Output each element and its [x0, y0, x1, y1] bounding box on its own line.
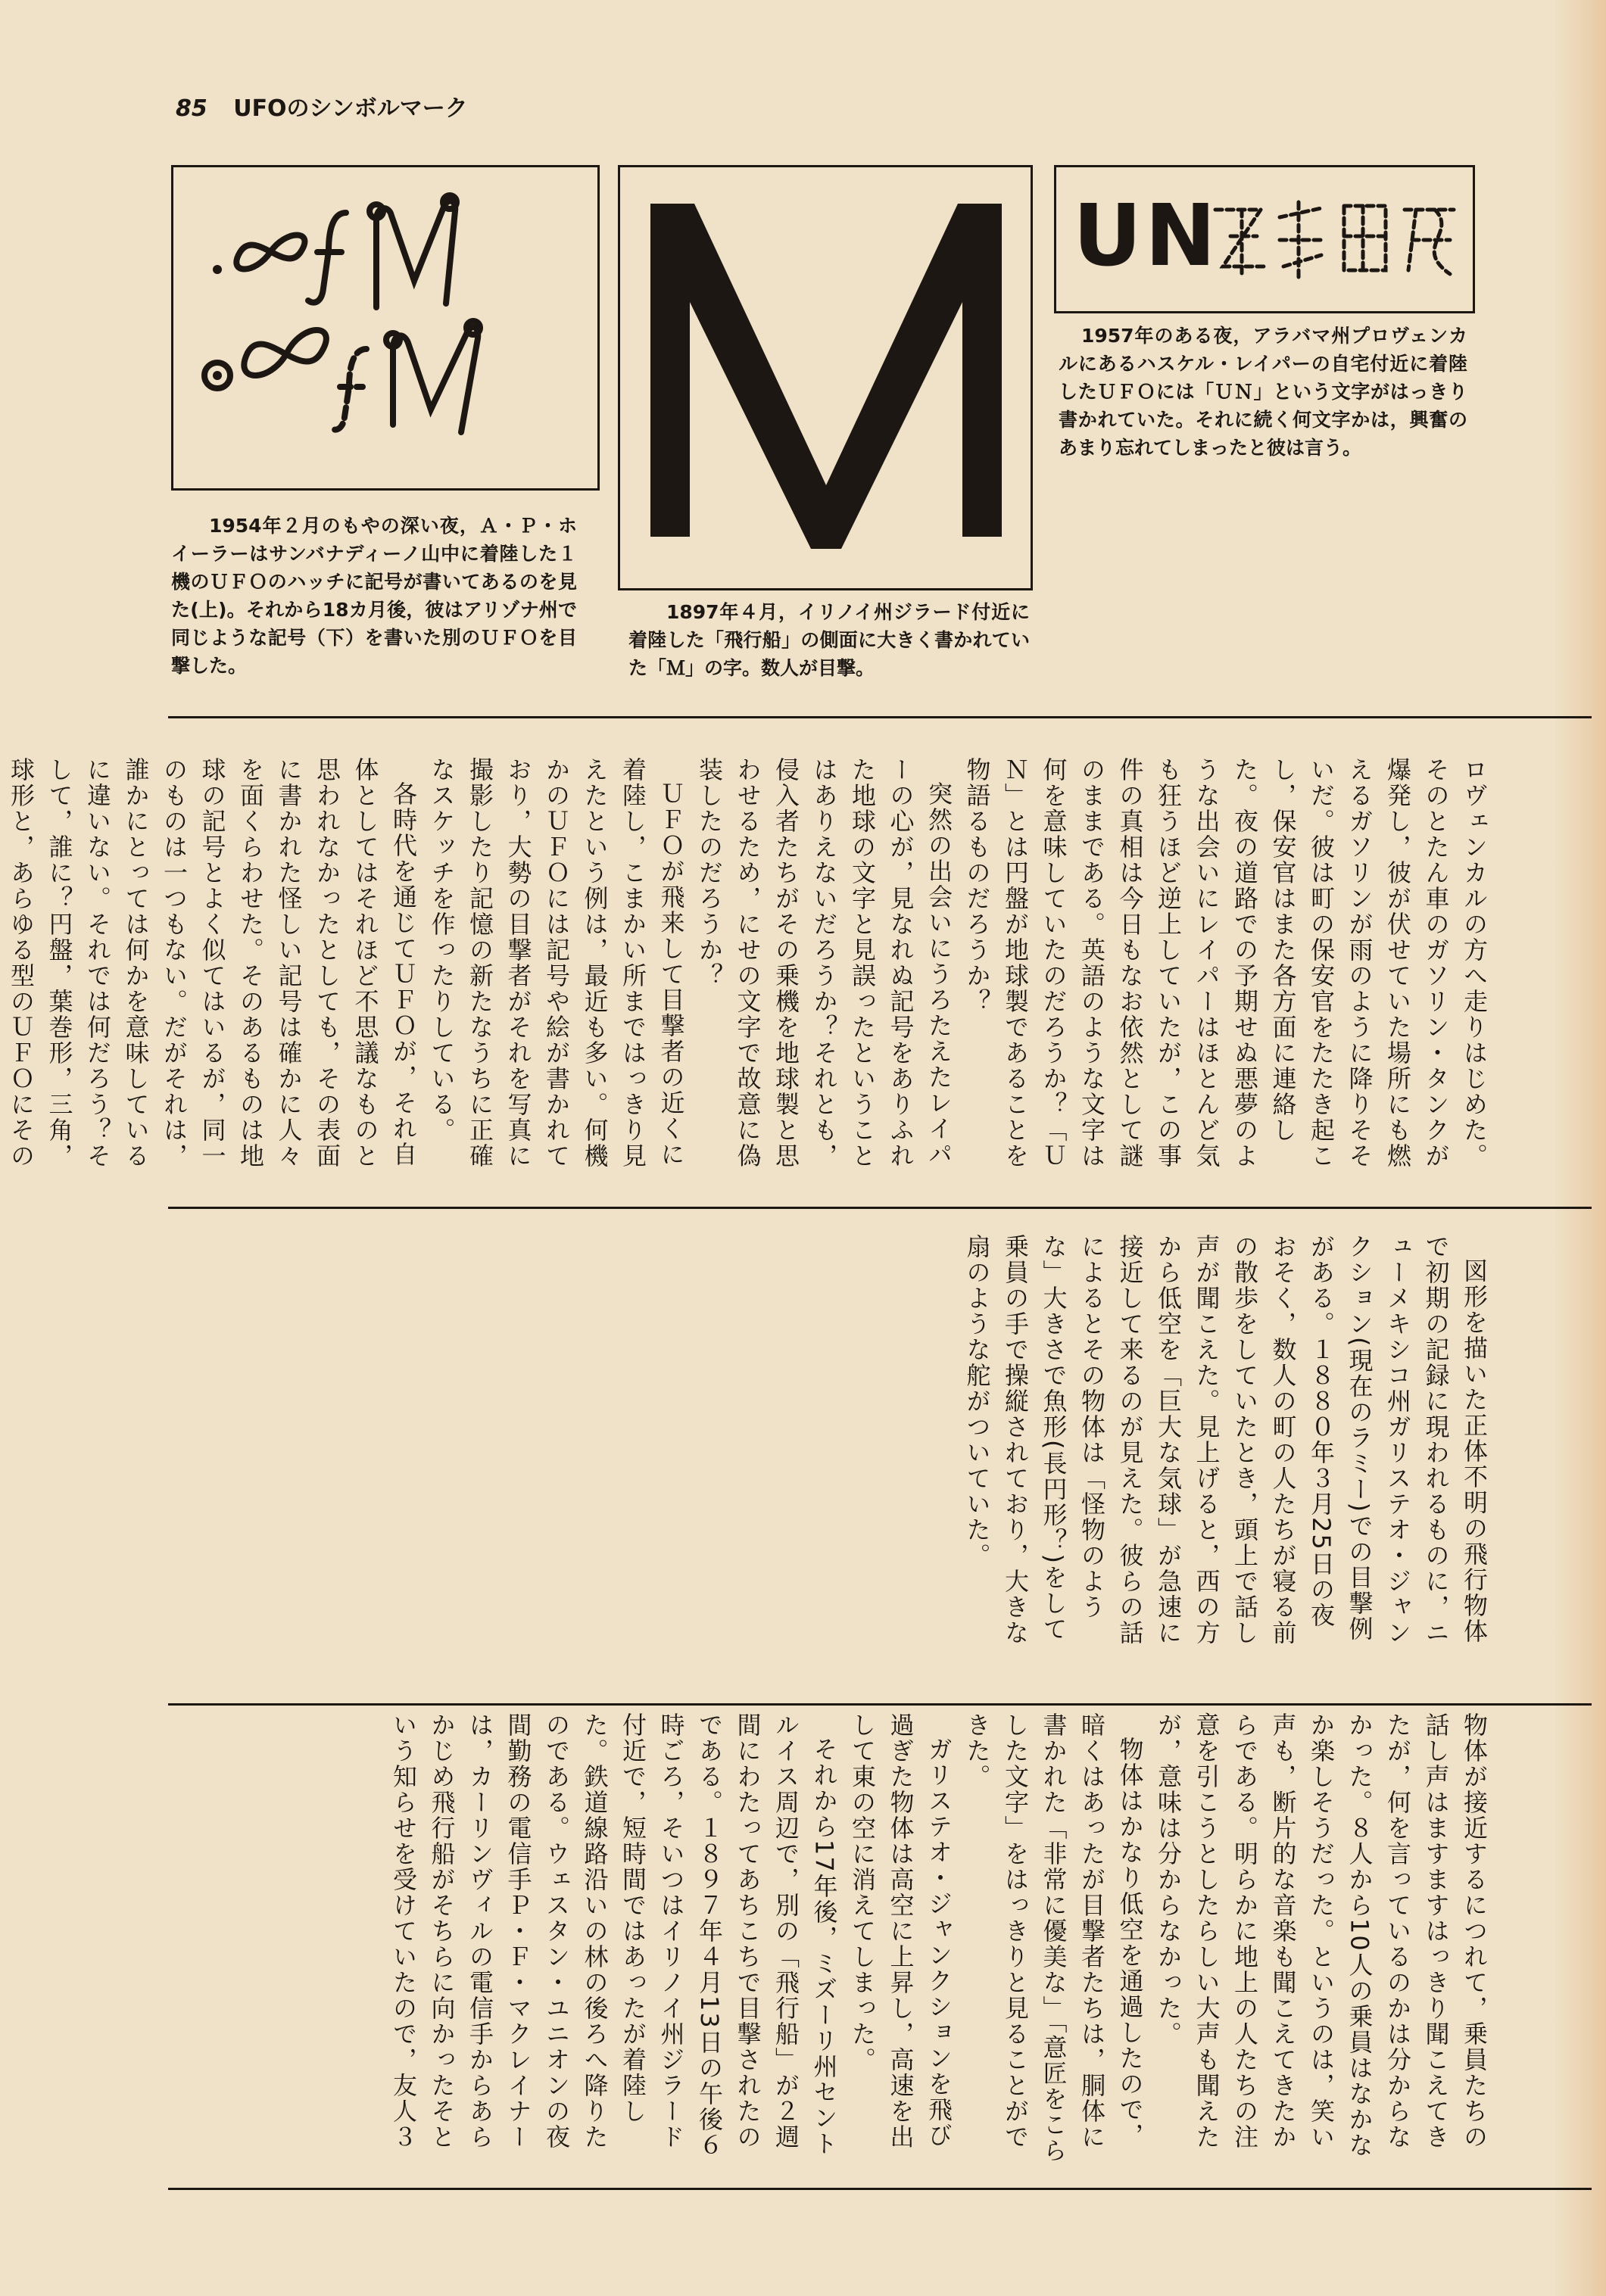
paragraph: 各時代を通じてＵＦＯが，それ自体としてはそれほど不思議なものと思われなかったとしても，その表面に書かれた怪しい記号は確かに人々を面くらわせた。そのあるものは地球の記号とよく似てはいるが，同一のものは一つもない。だがそれは，誰かにとっては何かを意味しているに違いない。それでは何だろう？そして，誰に？円盤，葉巻形，三角，球形と，あらゆる型のＵＦＯにその	[7, 757, 418, 1169]
infinity-symbol-top	[236, 235, 304, 269]
figure-caption-un: 1957年のある夜，アラバマ州プロヴェンカルにあるハスケル・レイパーの自宅付近に着陸したＵＦＯには「ＵＮ」という文字がはっきり書かれていた。それに続く何文字かは，興奮のあまり忘れてしまったと彼は言う。	[1059, 325, 1467, 459]
glyph-3	[1344, 206, 1386, 270]
paragraph: ＵＦＯが飛来して目撃者の近くに着陸し，こまかい所まではっきり見えたという例は，最近も多い。何機かのＵＦＯには記号や絵が書かれており，大勢の目撃者がそれを写真に撮影したり記憶の新たなうちに正確なスケッチを作ったりしている。	[427, 757, 686, 1169]
paragraph: 物体が接近するにつれて，乗員たちの話し声はますますはっきり聞こえてきたが，何を言っているのかは分からなかった。８人から10人の乗員はなかなか楽しそうだった。というのは，笑い声も，断片的な音楽も聞こえてきたからである。明らかに地上の人たちの注意を引こうとしたらしい大声も聞えたが，意味は分からなかった。	[1154, 1712, 1489, 2158]
divider-rule	[168, 1703, 1592, 1706]
f-symbol-top	[308, 213, 346, 303]
figure-letter-m	[618, 165, 1033, 590]
paragraph: ガリステオ・ジャンクションを飛び過ぎた物体は高空に上昇し，高速を出して東の空に消えてしまった。	[848, 1712, 953, 2150]
paragraph: 物体はかなり低空を通過したので，暗くはあったが目撃者たちは，胴体に書かれた「非常に優美な」「意匠をこらした文字」をはっきりと見ることができた。	[962, 1712, 1145, 2164]
divider-rule	[168, 2188, 1592, 2190]
letter-m-drawing	[620, 167, 1031, 588]
figure-caption-letter-m: 1897年４月，イリノイ州ジラード付近に着陸した「飛行船」の側面に大きく書かれていた「Ｍ」の字。数人が目撃。	[628, 601, 1030, 679]
symbol-drawing	[173, 167, 597, 488]
divider-rule	[168, 1207, 1592, 1209]
dot-mark	[213, 265, 222, 274]
figure-symbol-sketch	[171, 165, 600, 491]
page-edge-shading	[1553, 0, 1606, 2296]
running-header	[176, 89, 468, 123]
paragraph: 突然の出会いにうろたえたレイパーの心が，見なれぬ記号をありふれた地球の文字と見誤ったということはありえないだろうか？それとも，侵入者たちがその乗機を地球製と思わせるため，にせの文字で故意に偽装したのだろうか？	[695, 757, 953, 1169]
glyph-4	[1405, 210, 1454, 274]
m-symbol-bottom	[393, 327, 478, 432]
paragraph: 図形を描いた正体不明の飛行物体で初期の記録に現われるものに，ニューメキシコ州ガリステオ・ジャンクション(現在のラミー)での目撃例がある。１８８０年３月25日の夜おそく，数人の町の人たちが寝る前の散歩をしていたとき，頭上で話し声が聞こえた。見上げると，西の方から低空を「巨大な気球」が急速に接近して来るのが見えた。彼らの話によるとその物体は「怪物のような」大きさで魚形(長円形？)をして乗員の手で操縦されており，大きな扇のような舵がついていた。	[962, 1234, 1489, 1646]
paragraph: それから17年後，ミズーリ州セントルイス周辺で，別の「飛行船」が２週間にわたってあちこちで目撃されたのである。１８９７年４月13日の午後６時ごろ，そいつはイリノイ州ジラード付近で，短時間ではあったが着陸した。鉄道線路沿いの林の後ろへ降りたのである。ウェスタン・ユニオンの夜間勤務の電信手Ｐ・Ｆ・マクレイナーは，カーリンヴィルの電信手からあらかじめ飛行船がそちらに向かったそという知らせを受けていたので，友人３	[389, 1712, 839, 2158]
glyph-2	[1280, 202, 1325, 278]
m-symbol-top	[376, 201, 455, 307]
page-number: 85	[176, 95, 207, 122]
un-letters: UN	[1073, 187, 1219, 285]
text-tier-3	[176, 1712, 1493, 2167]
f-symbol-bottom	[329, 349, 366, 430]
paragraph: ロヴェンカルの方へ走りはじめた。そのとたん車のガソリン・タンクが爆発し，彼が伏せていた場所にも燃えるガソリンが雨のように降りそそいだ。彼は町の保安官をたたき起こし，保安官はまた各方面に連絡した。夜の道路での予期せぬ悪夢のような出会いにレイパーはほとんど気も狂うほど逆上していたが，この事件の真相は今日もなお依然として謎のままである。英語のような文字は何を意味していたのだろうか？「ＵＮ」とは円盤が地球製であることを物語るものだろうか？	[962, 757, 1489, 1169]
figure-caption-symbols: 1954年２月のもやの深い夜，Ａ・Ｐ・ホイーラーはサンバナディーノ山中に着陸した１機のＵＦＯのハッチに記号が書いてあるのを見た(上)。それから18カ月後，彼はアリゾナ州で同じような記号（下）を書いた別のＵＦＯを目撃した。	[171, 515, 577, 677]
glyph-1	[1215, 210, 1265, 278]
chapter-title: UFOのシンボルマーク	[233, 95, 468, 122]
text-tier-2	[176, 1234, 1493, 1650]
unknown-glyphs	[1208, 195, 1465, 285]
text-tier-1	[7, 757, 1493, 1173]
divider-rule	[168, 716, 1592, 718]
infinity-symbol-bottom	[244, 330, 326, 375]
figure-un-inscription	[1054, 165, 1475, 313]
letter-m-glyph	[650, 204, 1002, 549]
